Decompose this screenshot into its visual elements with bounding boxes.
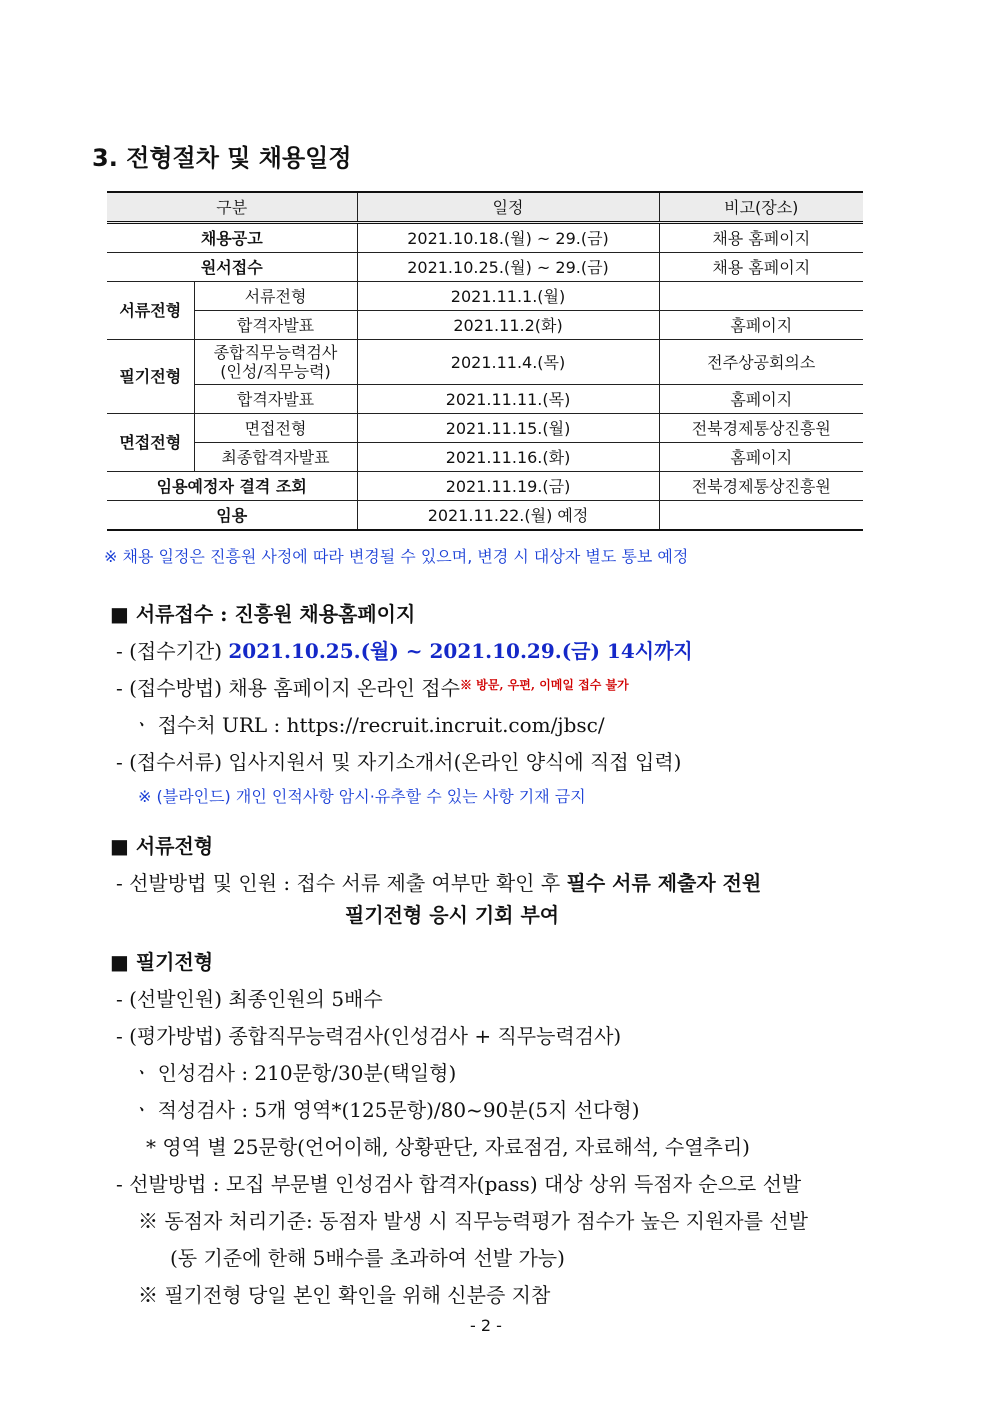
table-header-row bbox=[107, 192, 863, 223]
row-note: 홈페이지 bbox=[659, 311, 863, 340]
table-row bbox=[107, 414, 863, 443]
table-row bbox=[107, 253, 863, 282]
row-date: 2021.10.18.(월) ~ 29.(금) bbox=[357, 223, 659, 253]
tie-breaker-rule-continuation: (동 기준에 한해 5배수를 초과하여 선발 가능) bbox=[170, 1246, 565, 1270]
submission-method bbox=[116, 672, 629, 701]
row-date: 2021.11.22.(월) 예정 bbox=[357, 501, 659, 531]
table-row bbox=[107, 282, 863, 311]
blind-notice: ※ (블라인드) 개인 인적사항 암시·유추할 수 있는 사항 기재 금지 bbox=[138, 787, 586, 806]
section-title-document-screening: ■ 서류전형 bbox=[110, 834, 214, 858]
row-note bbox=[659, 501, 863, 531]
row-label: 최종합격자발표 bbox=[194, 443, 357, 472]
row-label: 임용예정자 결격 조회 bbox=[107, 472, 357, 501]
screening-method-emphasis: 필수 서류 제출자 전원 bbox=[566, 871, 762, 895]
submission-period bbox=[116, 635, 693, 664]
row-note: 홈페이지 bbox=[659, 443, 863, 472]
screening-method bbox=[116, 867, 761, 896]
row-label: 합격자발표 bbox=[194, 311, 357, 340]
row-label: 합격자발표 bbox=[194, 385, 357, 414]
table-row bbox=[107, 311, 863, 340]
schedule-table bbox=[107, 191, 863, 531]
submission-documents: - (접수서류) 입사지원서 및 자기소개서(온라인 양식에 직접 입력) bbox=[116, 750, 682, 774]
row-group-label: 면접전형 bbox=[107, 414, 194, 472]
row-note: 채용 홈페이지 bbox=[659, 253, 863, 282]
table-row bbox=[107, 385, 863, 414]
row-date: 2021.11.1.(월) bbox=[357, 282, 659, 311]
submission-method-text: - (접수방법) 채용 홈페이지 온라인 접수 bbox=[116, 676, 460, 700]
row-note: 채용 홈페이지 bbox=[659, 223, 863, 253]
row-date: 2021.11.15.(월) bbox=[357, 414, 659, 443]
row-label: 서류전형 bbox=[194, 282, 357, 311]
personality-test: ㆍ 인성검사 : 210문항/30분(택일형) bbox=[132, 1061, 457, 1085]
row-note: 전북경제통상진흥원 bbox=[659, 414, 863, 443]
page-title: 3. 전형절차 및 채용일정 bbox=[92, 144, 352, 172]
section-title-document-submission: ■ 서류접수 : 진흥원 채용홈페이지 bbox=[110, 602, 416, 626]
id-requirement-note: ※ 필기전형 당일 본인 확인을 위해 신분증 지참 bbox=[138, 1283, 551, 1307]
table-row bbox=[107, 443, 863, 472]
row-label: 원서접수 bbox=[107, 253, 357, 282]
table-row bbox=[107, 340, 863, 385]
row-group-label: 서류전형 bbox=[107, 282, 194, 340]
submission-url: ㆍ 접수처 URL : https://recruit.incruit.com/jbsc/ bbox=[132, 713, 605, 737]
row-label: 면접전형 bbox=[194, 414, 357, 443]
submission-period-value: 2021.10.25.(월) ~ 2021.10.29.(금) 14시까지 bbox=[228, 639, 693, 663]
submission-method-warning: ※ 방문, 우편, 이메일 접수 불가 bbox=[459, 678, 629, 692]
submission-period-label: - (접수기간) bbox=[116, 639, 229, 663]
schedule-note: ※ 채용 일정은 진흥원 사정에 따라 변경될 수 있으며, 변경 시 대상자 별도 통보 예정 bbox=[104, 547, 689, 566]
aptitude-areas-note: * 영역 별 25문항(언어이해, 상황판단, 자료점검, 자료해석, 수열추리) bbox=[146, 1135, 750, 1159]
page-number: - 2 - bbox=[470, 1316, 502, 1335]
row-label: 채용공고 bbox=[107, 223, 357, 253]
table-row bbox=[107, 223, 863, 253]
header-schedule: 일정 bbox=[357, 192, 659, 223]
row-note bbox=[659, 282, 863, 311]
row-date: 2021.11.16.(화) bbox=[357, 443, 659, 472]
row-label: 종합직무능력검사 (인성/직무능력) bbox=[194, 340, 357, 385]
row-group-label: 필기전형 bbox=[107, 340, 194, 414]
row-date: 2021.10.25.(월) ~ 29.(금) bbox=[357, 253, 659, 282]
header-note: 비고(장소) bbox=[659, 192, 863, 223]
header-category: 구분 bbox=[107, 192, 357, 223]
row-note: 전북경제통상진흥원 bbox=[659, 472, 863, 501]
screening-method-text: - 선발방법 및 인원 : 접수 서류 제출 여부만 확인 후 bbox=[116, 871, 567, 895]
aptitude-test: ㆍ 적성검사 : 5개 영역*(125문항)/80~90분(5지 선다형) bbox=[132, 1098, 640, 1122]
tie-breaker-rule: ※ 동점자 처리기준: 동점자 발생 시 직무능력평가 점수가 높은 지원자를 선발 bbox=[138, 1209, 808, 1233]
table-row bbox=[107, 472, 863, 501]
row-note: 전주상공회의소 bbox=[659, 340, 863, 385]
row-label: 임용 bbox=[107, 501, 357, 531]
screening-method-continuation: 필기전형 응시 기회 부여 bbox=[345, 903, 560, 927]
table-row bbox=[107, 501, 863, 531]
row-note: 홈페이지 bbox=[659, 385, 863, 414]
written-evaluation-method: - (평가방법) 종합직무능력검사(인성검사 + 직무능력검사) bbox=[116, 1024, 622, 1048]
row-date: 2021.11.4.(목) bbox=[357, 340, 659, 385]
row-date: 2021.11.19.(금) bbox=[357, 472, 659, 501]
written-selection-method: - 선발방법 : 모집 부문별 인성검사 합격자(pass) 대상 상위 득점자 순으로 선발 bbox=[116, 1172, 802, 1196]
section-title-written-test: ■ 필기전형 bbox=[110, 950, 214, 974]
row-date: 2021.11.2(화) bbox=[357, 311, 659, 340]
written-selection-count: - (선발인원) 최종인원의 5배수 bbox=[116, 987, 383, 1011]
row-date: 2021.11.11.(목) bbox=[357, 385, 659, 414]
